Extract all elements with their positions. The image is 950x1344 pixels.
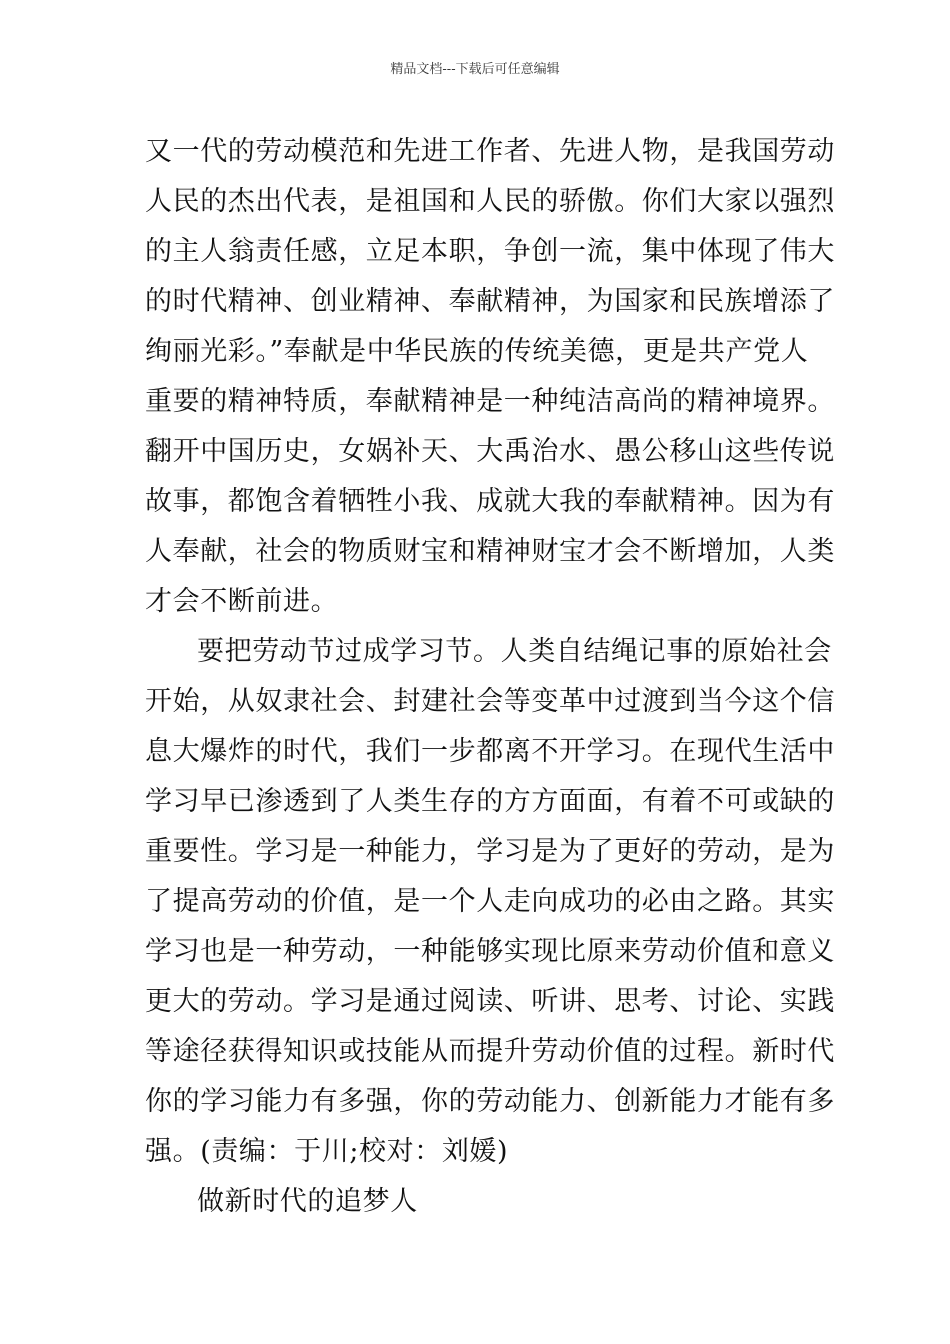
text-line: 要把劳动节过成学习节。人类自结绳记事的原始社会: [197, 636, 832, 667]
text-line: 学习早已渗透到了人类生存的方方面面，有着不可或缺的: [145, 786, 835, 817]
text-line: 了提高劳动的价值，是一个人走向成功的必由之路。其实: [145, 886, 835, 917]
text-line: 你的学习能力有多强，你的劳动能力、创新能力才能有多: [145, 1086, 835, 1117]
text-line: 人民的杰出代表，是祖国和人民的骄傲。你们大家以强烈: [145, 186, 835, 217]
document-body: [145, 127, 835, 1227]
text-line: 才会不断前进。: [145, 586, 339, 617]
text-line: 更大的劳动。学习是通过阅读、听讲、思考、讨论、实践: [145, 986, 835, 1017]
text-line: 等途径获得知识或技能从而提升劳动价值的过程。新时代: [145, 1036, 835, 1067]
text-line: 开始，从奴隶社会、封建社会等变革中过渡到当今这个信: [145, 686, 835, 717]
text-line: 翻开中国历史，女娲补天、大禹治水、愚公移山这些传说: [145, 436, 835, 467]
text-line: 人奉献，社会的物质财宝和精神财宝才会不断增加，人类: [145, 536, 835, 567]
text-line: 学习也是一种劳动，一种能够实现比原来劳动价值和意义: [145, 936, 835, 967]
text-line: 又一代的劳动模范和先进工作者、先进人物，是我国劳动: [145, 136, 835, 167]
text-line: 做新时代的追梦人: [197, 1186, 418, 1217]
text-line: 的时代精神、创业精神、奉献精神，为国家和民族增添了: [145, 286, 835, 317]
text-line: 重要性。学习是一种能力，学习是为了更好的劳动，是为: [145, 836, 835, 867]
text-line: 绚丽光彩。”奉献是中华民族的传统美德，更是共产党人: [145, 336, 809, 367]
text-line: 重要的精神特质，奉献精神是一种纯洁高尚的精神境界。: [145, 386, 835, 417]
text-line: 息大爆炸的时代，我们一步都离不开学习。在现代生活中: [145, 736, 835, 767]
text-line: 强。(责编：于川;校对：刘媛): [145, 1136, 509, 1167]
page-header: 精品文档---下载后可任意编辑: [390, 62, 560, 77]
text-line: 的主人翁责任感，立足本职，争创一流，集中体现了伟大: [145, 236, 835, 267]
text-line: 故事，都饱含着牺牲小我、成就大我的奉献精神。因为有: [145, 486, 835, 517]
